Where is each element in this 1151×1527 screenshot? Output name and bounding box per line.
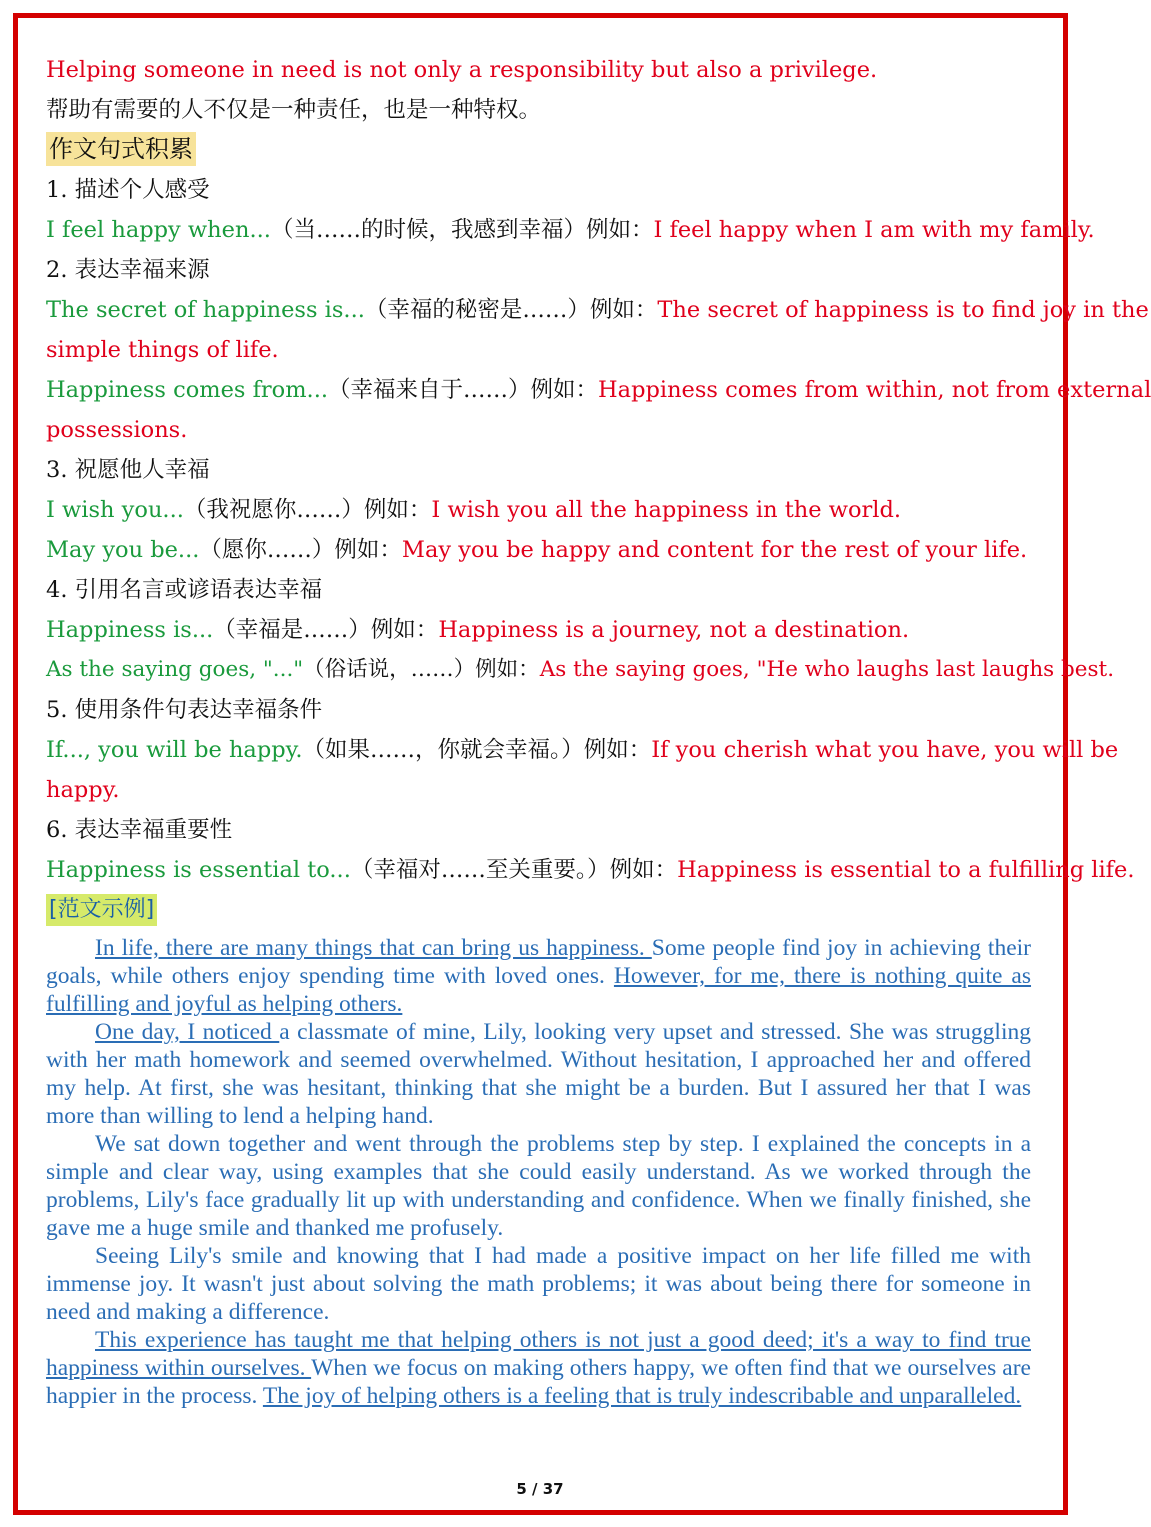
page-content [46,50,1151,1410]
sample-essay [46,934,1031,1410]
pattern-example-continued: happy. [46,777,120,803]
pattern-translation: （当……的时候，我感到幸福）例如： [270,217,654,243]
pattern-row [46,850,1135,890]
pattern-translation: （我祝愿你……）例如： [183,497,432,523]
page-number: 5 / 37 [516,1480,564,1498]
pattern-example-continued: simple things of life. [46,337,279,363]
essay-text: a classmate of mine, Lily, looking very upset and stressed. She was struggling with her math homework and seemed overwhelmed. Without hesitation, I approached her and offered my help. At first, she was hesitant, thinking that she might be a burden. But I assured her that I was more than willing to lend a helping hand. [46,1019,1031,1129]
pattern-translation: （幸福的秘密是……）例如： [364,297,658,323]
item-title: 6. 表达幸福重要性 [46,817,233,843]
intro-chinese: 帮助有需要的人不仅是一种责任，也是一种特权。 [46,97,542,123]
section-heading-wrap [46,130,1036,170]
item-title: 5. 使用条件句表达幸福条件 [46,697,323,723]
essay-paragraph [46,1326,1031,1410]
pattern-row [46,370,1151,410]
essay-paragraph: Seeing Lily's smile and knowing that I had made a positive impact on her life filled me with immense joy. It wasn't just about solving the math problems; it was about being there for someone in need and making a difference. [46,1243,1031,1325]
section-heading: 作文句式积累 [46,132,196,166]
item-title: 1. 描述个人感受 [46,177,210,203]
underlined-sentence: However, for me, there is nothing quite as fulfilling and joyful as helping others. [46,963,1032,1017]
essay-text: Some people find joy in achieving their goals, while others enjoy spending time with loved ones. [46,935,1031,989]
essay-heading: [范文示例] [46,894,157,926]
pattern-text: As the saying goes, "..." [46,657,304,682]
pattern-translation: （俗话说，……）例如： [303,657,540,682]
pattern-example: May you be happy and content for the rest of your life. [401,537,1028,563]
pattern-example: Happiness is a journey, not a destination. [438,617,910,643]
pattern-text: Happiness comes from... [46,377,329,403]
pattern-row [46,730,1119,770]
underlined-sentence: This experience has taught me that helping others is not just a good deed; it's a way to find true happiness within ourselves. [46,1327,1031,1381]
pattern-example: Happiness comes from within, not from external [598,377,1151,403]
pattern-example: I feel happy when I am with my family. [653,217,1095,243]
pattern-example: As the saying goes, "He who laughs last laughs best. [539,657,1115,682]
underlined-sentence: The joy of helping others is a feeling that is truly indescribable and unparalleled. [262,1383,1022,1409]
underlined-sentence: One day, I noticed [95,1019,280,1045]
pattern-text: Happiness is... [46,617,214,643]
pattern-row [46,210,1095,250]
pattern-text: I feel happy when... [46,217,271,243]
intro-english: Helping someone in need is not only a responsibility but also a privilege. [46,57,878,83]
pattern-translation: （幸福是……）例如： [213,617,439,643]
item-title: 3. 祝愿他人幸福 [46,457,210,483]
pattern-text: Happiness is essential to... [46,857,351,883]
pattern-example-continued: possessions. [46,417,188,443]
essay-paragraph [46,934,1031,1018]
pattern-text: May you be... [46,537,200,563]
pattern-text: If..., you will be happy. [46,737,303,763]
pattern-row [46,290,1149,330]
pattern-row [46,490,1036,530]
pattern-row [46,530,1036,570]
pattern-example: The secret of happiness is to find joy in the [657,297,1149,323]
pattern-translation: （幸福对……至关重要。）例如： [350,857,678,883]
pattern-example: I wish you all the happiness in the world. [431,497,902,523]
item-title: 4. 引用名言或谚语表达幸福 [46,577,323,603]
essay-heading-wrap [46,890,1036,928]
pattern-row [46,610,1036,650]
underlined-sentence: In life, there are many things that can bring us happiness. [95,935,652,961]
pattern-example: Happiness is essential to a fulfilling life. [677,857,1135,883]
pattern-text: The secret of happiness is... [46,297,365,323]
essay-paragraph: We sat down together and went through the problems step by step. I explained the concepts in a simple and clear way, using examples that she could easily understand. As we worked through the problems, Lily's face gradually lit up with understanding and confidence. When we finally finished, she gave me a huge smile and thanked me profusely. [46,1131,1031,1241]
essay-text: When we focus on making others happy, we often find that we ourselves are happier in the process. [46,1355,1031,1409]
pattern-example: If you cherish what you have, you will be [651,737,1119,763]
pattern-translation: （愿你……）例如： [199,537,402,563]
pattern-translation: （如果……，你就会幸福。）例如： [302,737,652,763]
pattern-row [46,650,1115,690]
pattern-translation: （幸福来自于……）例如： [328,377,599,403]
item-title: 2. 表达幸福来源 [46,257,210,283]
essay-paragraph [46,1018,1031,1130]
pattern-text: I wish you... [46,497,184,523]
